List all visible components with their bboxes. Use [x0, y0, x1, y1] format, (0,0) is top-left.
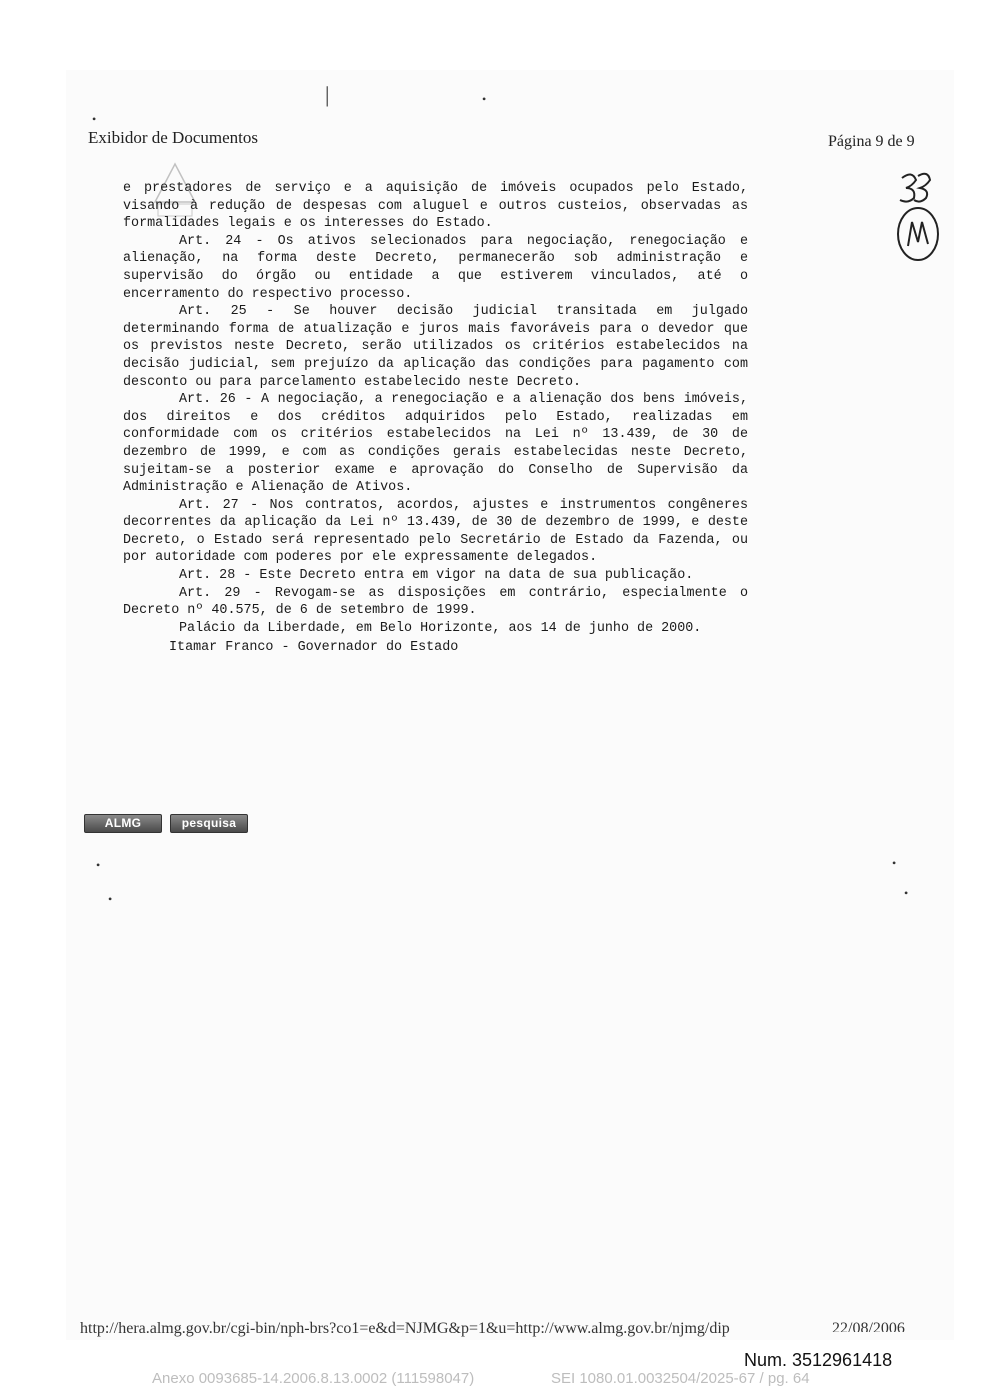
signature: Itamar Franco - Governador do Estado — [169, 640, 459, 656]
page-indicator: Página 9 de 9 — [828, 133, 915, 150]
article-28: Art. 28 - Este Decreto entra em vigor na data de sua publicação. — [179, 568, 694, 584]
footer-date: 22/08/2006 — [832, 1320, 905, 1332]
nav-buttons — [84, 814, 248, 833]
decree-body — [123, 180, 748, 657]
article-29: Art. 29 - Revogam-se as disposições em contrário, especialmente o Decreto nº 40.575, de 6 de setembro de 1999. — [123, 585, 748, 619]
scan-speck: • — [482, 92, 487, 106]
pesquisa-button[interactable]: pesquisa — [170, 814, 248, 833]
paragraph-continuation: e prestadores de serviço e a aquisição de imóveis ocupados pelo Estado, visando à redução de despesas com aluguel e outros custeios, observadas as formalidades legais e os interesses do Estado. — [123, 181, 748, 232]
almg-button[interactable]: ALMG — [84, 814, 162, 833]
place-date: Palácio da Liberdade, em Belo Horizonte, aos 14 de junho de 2000. — [179, 620, 702, 636]
scan-speck: • — [108, 892, 113, 906]
scan-speck: • — [92, 112, 97, 126]
article-26: Art. 26 - A negociação, a renegociação e a alienação dos bens imóveis, dos direitos e dos créditos adquiridos pelo Estado, realizadas em conformidade com os critérios estabelecidos na Lei nº 13.439, de 30 de dezembro de 1999, e com as condições gerais estabelecidas neste Decreto, sujeitam-se a posterior exame e aprovação do Conselho de Supervisão da Administração e Alienação de Ativos. — [123, 392, 748, 496]
article-24: Art. 24 - Os ativos selecionados para negociação, renegociação e alienação, na forma deste Decreto, permanecerão sob administração e supervisão do órgão ou entidade a que estiverem vinculados, até o encerramento do respectivo processo. — [123, 233, 748, 302]
sei-watermark: SEI 1080.01.0032504/2025-67 / pg. 64 — [551, 1370, 810, 1387]
scan-speck: | — [325, 82, 330, 107]
handwritten-page-number-stamp — [888, 168, 948, 273]
footer-url: http://hera.almg.gov.br/cgi-bin/nph-brs?co1=e&d=NJMG&p=1&u=http://www.almg.gov.br/njmg/dip — [80, 1320, 730, 1337]
document-number: Num. 3512961418 — [744, 1350, 893, 1370]
anexo-watermark: Anexo 0093685-14.2006.8.13.0002 (111598047) — [152, 1370, 475, 1387]
article-25: Art. 25 - Se houver decisão judicial transitada em julgado determinando forma de atualização e juros mais favoráveis para o devedor que os previstos neste Decreto, serão utilizados os critérios estabelecidos na decisão judicial, sem prejuízo da aplicação das condições para pagamento com desconto ou para parcelamento estabelecido neste Decreto. — [123, 304, 748, 390]
document-viewer-title: Exibidor de Documentos — [88, 128, 258, 147]
article-27: Art. 27 - Nos contratos, acordos, ajustes e instrumentos congêneres decorrentes da aplicação da Lei nº 13.439, de 30 de dezembro de 1999, e deste Decreto, o Estado será representado pelo Secretário de Estado da Fazenda, ou por autoridade com poderes por ele expressamente delegados. — [123, 497, 748, 566]
scan-speck: • — [892, 856, 897, 870]
scan-speck: • — [904, 886, 909, 900]
scan-speck: • — [96, 858, 101, 872]
